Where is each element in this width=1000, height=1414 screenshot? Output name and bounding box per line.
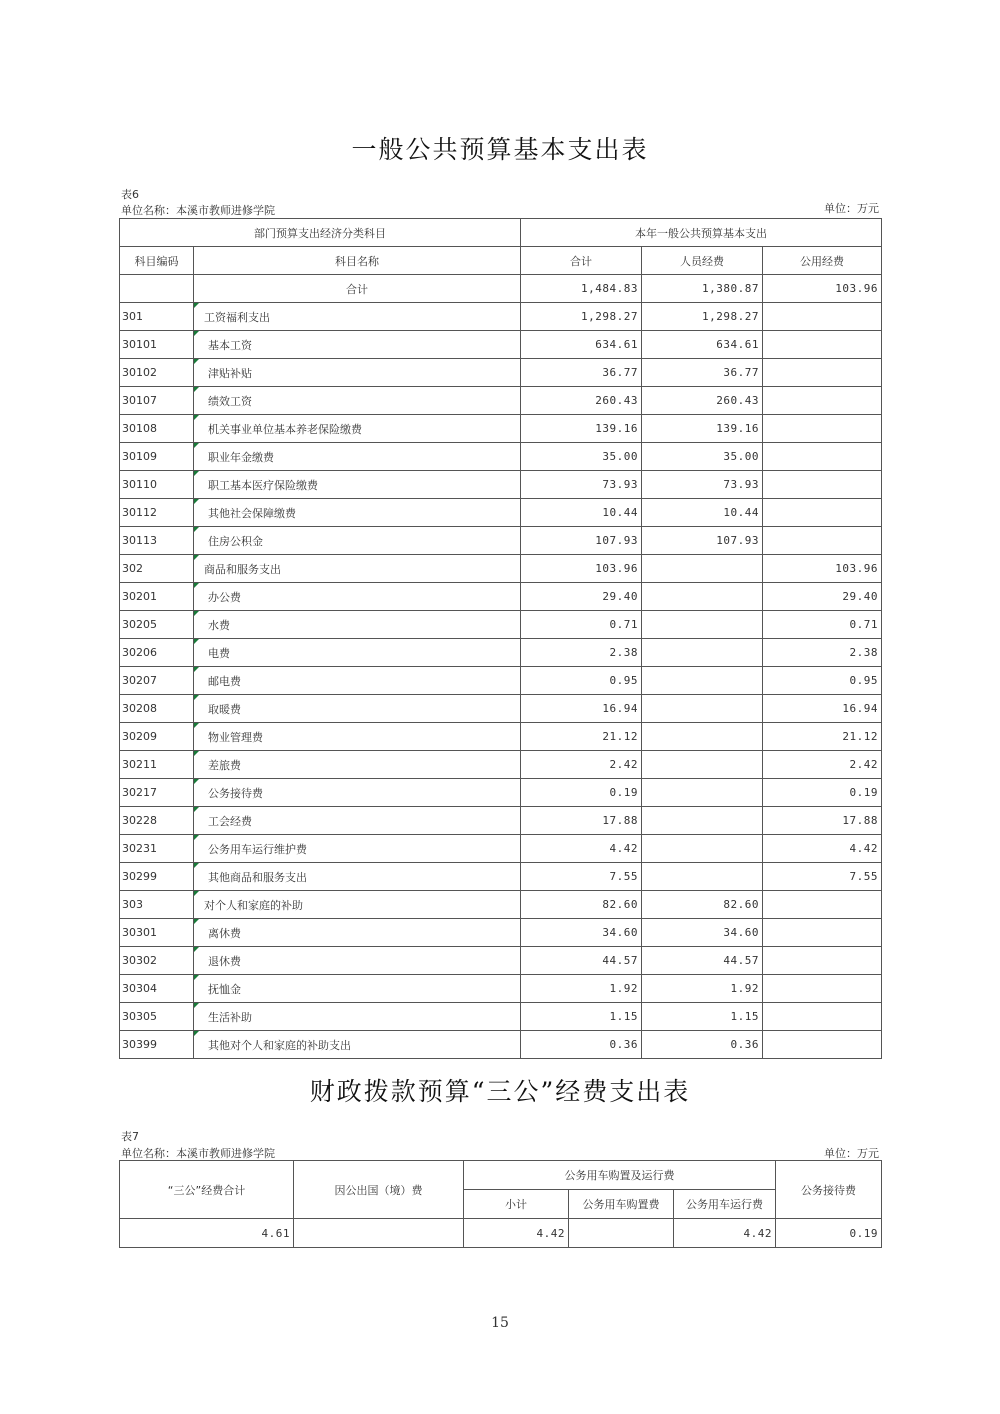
table6-number: 表6 [121,188,139,201]
row-code: 30304 [120,975,194,1003]
header-vehicle-operation: 公务用车运行费 [674,1190,776,1219]
row-personnel [642,807,763,835]
row-personnel [642,723,763,751]
table6 [119,218,882,1059]
row-code: 30301 [120,919,194,947]
total-total: 1,484.83 [521,275,642,303]
row-code: 30113 [120,527,194,555]
row-total: 29.40 [521,583,642,611]
row-code: 30107 [120,387,194,415]
row-public [763,527,882,555]
table-row [120,331,882,359]
table6-header-row1 [120,219,882,247]
header-total: 合计 [521,247,642,275]
row-total: 10.44 [521,499,642,527]
header-personnel: 人员经费 [642,247,763,275]
page-number: 15 [491,1315,509,1331]
table-row [120,527,882,555]
row-personnel: 35.00 [642,443,763,471]
row-total: 634.61 [521,331,642,359]
table-row [120,611,882,639]
row-personnel: 634.61 [642,331,763,359]
row-public: 2.38 [763,639,882,667]
row-code: 30112 [120,499,194,527]
table7-title: 财政拨款预算“三公”经费支出表 [309,1077,691,1106]
header-sangong-total: “三公”经费合计 [120,1161,294,1219]
row-code: 302 [120,555,194,583]
table-row [120,779,882,807]
table6-total-row [120,275,882,303]
row-public [763,471,882,499]
header-basic-expenditure: 本年一般公共预算基本支出 [521,219,882,247]
table7 [119,1160,882,1248]
row-personnel [642,695,763,723]
row-public: 0.19 [763,779,882,807]
row-code: 301 [120,303,194,331]
row-name: 绩效工资 [194,387,521,415]
row-personnel: 107.93 [642,527,763,555]
row-name: 基本工资 [194,331,521,359]
table-row [120,695,882,723]
row-public [763,1031,882,1059]
row-public: 16.94 [763,695,882,723]
row-public [763,975,882,1003]
table-row [120,835,882,863]
row-personnel [642,639,763,667]
row-total: 35.00 [521,443,642,471]
row-personnel: 260.43 [642,387,763,415]
row-name: 离休费 [194,919,521,947]
value-reception: 0.19 [776,1219,882,1248]
row-total: 0.71 [521,611,642,639]
table-row [120,1031,882,1059]
row-name: 公务接待费 [194,779,521,807]
row-personnel: 10.44 [642,499,763,527]
table6-header-row2 [120,247,882,275]
table-row [120,443,882,471]
table-row [120,555,882,583]
row-code: 30231 [120,835,194,863]
row-total: 107.93 [521,527,642,555]
table6-unit-label: 单位：万元 [824,202,879,215]
total-personnel: 1,380.87 [642,275,763,303]
row-personnel: 73.93 [642,471,763,499]
row-total: 0.36 [521,1031,642,1059]
row-personnel [642,611,763,639]
row-name: 水费 [194,611,521,639]
header-vehicle-group: 公务用车购置及运行费 [464,1161,776,1190]
row-personnel: 44.57 [642,947,763,975]
value-sangong-total: 4.61 [120,1219,294,1248]
row-public [763,891,882,919]
row-total: 82.60 [521,891,642,919]
row-public [763,387,882,415]
row-total: 139.16 [521,415,642,443]
table7-unit-label: 单位：万元 [824,1147,879,1160]
row-name: 物业管理费 [194,723,521,751]
header-abroad: 因公出国（境）费 [294,1161,464,1219]
row-personnel: 139.16 [642,415,763,443]
row-public: 29.40 [763,583,882,611]
row-name: 生活补助 [194,1003,521,1031]
row-total: 36.77 [521,359,642,387]
table-row [120,387,882,415]
row-total: 1.92 [521,975,642,1003]
table-row [120,807,882,835]
table-row [120,639,882,667]
row-public [763,359,882,387]
value-vehicle-operation: 4.42 [674,1219,776,1248]
row-personnel: 34.60 [642,919,763,947]
row-total: 260.43 [521,387,642,415]
row-name: 办公费 [194,583,521,611]
row-name: 差旅费 [194,751,521,779]
row-name: 工会经费 [194,807,521,835]
row-code: 30208 [120,695,194,723]
row-code: 30209 [120,723,194,751]
row-name: 对个人和家庭的补助 [194,891,521,919]
row-public: 2.42 [763,751,882,779]
row-personnel [642,751,763,779]
value-vehicle-purchase [569,1219,674,1248]
row-public: 4.42 [763,835,882,863]
table-row [120,1003,882,1031]
row-public [763,303,882,331]
row-name: 其他社会保障缴费 [194,499,521,527]
row-personnel [642,779,763,807]
row-total: 17.88 [521,807,642,835]
row-total: 2.42 [521,751,642,779]
total-label: 合计 [194,275,521,303]
table6-unit-name: 单位名称：本溪市教师进修学院 [121,204,275,217]
row-public [763,499,882,527]
table7-number: 表7 [121,1130,139,1143]
row-code: 30102 [120,359,194,387]
row-personnel: 1,298.27 [642,303,763,331]
table-row [120,303,882,331]
table-row [120,723,882,751]
row-personnel [642,555,763,583]
header-subtotal: 小计 [464,1190,569,1219]
row-code: 30217 [120,779,194,807]
row-name: 电费 [194,639,521,667]
row-code: 30110 [120,471,194,499]
header-economic-category: 部门预算支出经济分类科目 [120,219,521,247]
row-personnel: 1.15 [642,1003,763,1031]
row-total: 34.60 [521,919,642,947]
row-total: 0.19 [521,779,642,807]
table-row [120,471,882,499]
header-code: 科目编码 [120,247,194,275]
table7-data-row [120,1219,882,1248]
row-code: 303 [120,891,194,919]
row-code: 30101 [120,331,194,359]
row-total: 16.94 [521,695,642,723]
row-code: 30302 [120,947,194,975]
row-total: 2.38 [521,639,642,667]
row-personnel: 36.77 [642,359,763,387]
row-name: 公务用车运行维护费 [194,835,521,863]
row-code: 30206 [120,639,194,667]
table7-header-row1 [120,1161,882,1190]
table6-title: 一般公共预算基本支出表 [351,135,649,164]
table-row [120,415,882,443]
row-public [763,415,882,443]
row-total: 21.12 [521,723,642,751]
row-code: 30305 [120,1003,194,1031]
row-name: 机关事业单位基本养老保险缴费 [194,415,521,443]
row-code: 30399 [120,1031,194,1059]
row-code: 30228 [120,807,194,835]
table-row [120,863,882,891]
row-code: 30109 [120,443,194,471]
row-public: 7.55 [763,863,882,891]
row-name: 邮电费 [194,667,521,695]
row-public [763,443,882,471]
row-name: 商品和服务支出 [194,555,521,583]
value-abroad [294,1219,464,1248]
row-personnel [642,583,763,611]
row-personnel [642,863,763,891]
row-name: 取暖费 [194,695,521,723]
row-name: 津贴补贴 [194,359,521,387]
row-total: 73.93 [521,471,642,499]
row-name: 职业年金缴费 [194,443,521,471]
header-public: 公用经费 [763,247,882,275]
row-name: 住房公积金 [194,527,521,555]
row-code: 30211 [120,751,194,779]
row-public: 0.95 [763,667,882,695]
row-public: 103.96 [763,555,882,583]
row-code: 30299 [120,863,194,891]
header-name: 科目名称 [194,247,521,275]
table-row [120,667,882,695]
row-total: 7.55 [521,863,642,891]
row-personnel: 82.60 [642,891,763,919]
table-row [120,359,882,387]
row-code: 30201 [120,583,194,611]
table-row [120,919,882,947]
header-vehicle-purchase: 公务用车购置费 [569,1190,674,1219]
row-code: 30207 [120,667,194,695]
row-code: 30108 [120,415,194,443]
row-personnel [642,667,763,695]
table-row [120,751,882,779]
row-code: 30205 [120,611,194,639]
row-name: 其他对个人和家庭的补助支出 [194,1031,521,1059]
row-total: 103.96 [521,555,642,583]
row-public [763,1003,882,1031]
row-name: 抚恤金 [194,975,521,1003]
header-reception: 公务接待费 [776,1161,882,1219]
table7-unit-name: 单位名称：本溪市教师进修学院 [121,1147,275,1160]
table-row [120,583,882,611]
row-public [763,947,882,975]
row-public [763,331,882,359]
row-public: 21.12 [763,723,882,751]
table-row [120,975,882,1003]
value-subtotal: 4.42 [464,1219,569,1248]
total-public: 103.96 [763,275,882,303]
total-code-cell [120,275,194,303]
table-row [120,499,882,527]
row-name: 其他商品和服务支出 [194,863,521,891]
row-total: 1,298.27 [521,303,642,331]
row-public [763,919,882,947]
row-public: 0.71 [763,611,882,639]
row-total: 0.95 [521,667,642,695]
row-personnel: 1.92 [642,975,763,1003]
row-name: 工资福利支出 [194,303,521,331]
table-row [120,891,882,919]
row-total: 1.15 [521,1003,642,1031]
row-personnel: 0.36 [642,1031,763,1059]
row-public: 17.88 [763,807,882,835]
row-total: 44.57 [521,947,642,975]
row-personnel [642,835,763,863]
table-row [120,947,882,975]
row-total: 4.42 [521,835,642,863]
row-name: 退休费 [194,947,521,975]
row-name: 职工基本医疗保险缴费 [194,471,521,499]
